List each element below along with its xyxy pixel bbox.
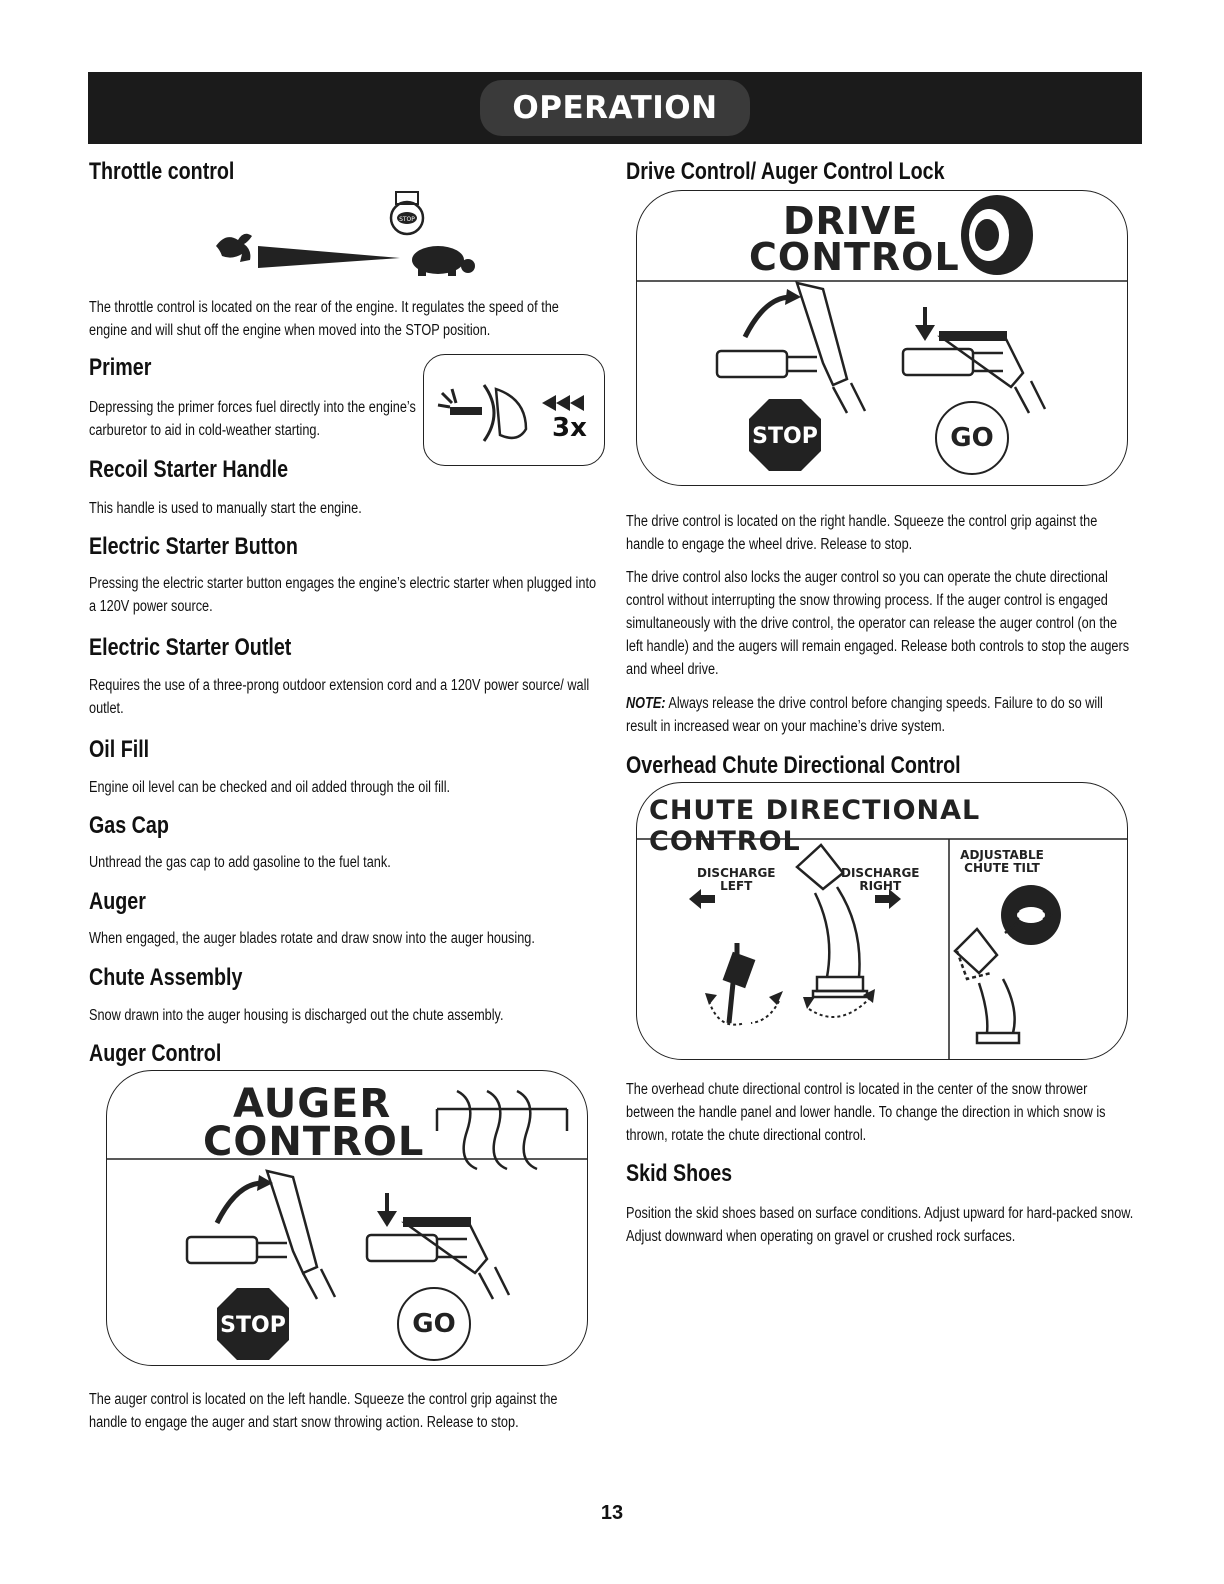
auger-decal-art: [107, 1071, 587, 1365]
auger-decal-line2: CONTROL: [203, 1119, 425, 1165]
throttle-icon: [210, 188, 510, 288]
crank-icon: [705, 943, 783, 1025]
auger-control-decal: [106, 1070, 588, 1366]
drive-go-label: GO: [935, 401, 1009, 475]
electric-button-heading: Electric Starter Button: [89, 533, 298, 560]
primer-decal: [423, 354, 605, 466]
auger-body: When engaged, the auger blades rotate and draw snow into the auger housing.: [89, 930, 535, 947]
drive-down-arrow-icon: [915, 325, 935, 341]
auger-go-label: GO: [397, 1287, 471, 1361]
page-number: 13: [600, 1502, 624, 1524]
recoil-body: This handle is used to manually start the engine.: [89, 500, 362, 517]
primer-count: 3x: [552, 413, 587, 443]
drive-stop-label: STOP: [752, 424, 818, 449]
auger-heading: Auger: [89, 888, 146, 915]
auger-spiral-icon: [437, 1091, 567, 1169]
electric-button-body: Pressing the electric starter button engages the engine’s electric starter when plugged into a 120V power source.: [89, 575, 597, 615]
drive-control-decal: [636, 190, 1128, 486]
drive-lever-released-icon: [717, 283, 865, 413]
drive-control-heading: Drive Control/ Auger Control Lock: [626, 158, 945, 185]
adjustable-tilt-label: ADJUSTABLE CHUTE TILT: [960, 848, 1044, 875]
chute-directional-body: The overhead chute directional control is located in the center of the snow thrower between the handle panel and lower handle. To change the direction in which snow is thrown, rotate the chute directional control.: [626, 1081, 1106, 1144]
turtle-icon: [412, 246, 475, 276]
tilt-knob-icon: [1001, 885, 1061, 945]
note-body: Always release the drive control before changing speeds. Failure to do so will result in increased wear on your machine’s drive system.: [626, 695, 1103, 735]
auger-control-heading: Auger Control: [89, 1040, 222, 1067]
gas-cap-heading: Gas Cap: [89, 812, 169, 839]
chute-directional-heading: Overhead Chute Directional Control: [626, 752, 961, 779]
throttle-heading: Throttle control: [89, 158, 235, 185]
auger-decal-line1: AUGER: [233, 1081, 392, 1127]
drive-control-body2: [626, 566, 1134, 681]
drive-control-body2-text: The drive control also locks the auger control so you can operate the chute directional control without interrupting the snow throwing process. If the auger control is engaged simultaneously with the drive control, the operator can release the auger control (on the left handle) and the augers will remain engaged. Release both controls to stop the augers and wheel drive.: [626, 569, 1130, 678]
drive-decal-line1: DRIVE: [783, 199, 919, 243]
drive-up-arrow-icon: [745, 297, 791, 337]
electric-outlet-body: Requires the use of a three-prong outdoor extension cord and a 120V power source/ wall outlet.: [89, 677, 590, 717]
discharge-left-label: DISCHARGE LEFT: [697, 866, 776, 893]
primer-body: Depressing the primer forces fuel directly into the engine’s carburetor to aid in cold-weather starting.: [89, 399, 416, 439]
chute-directional-decal: [636, 782, 1128, 1060]
drive-control-note: [626, 692, 1134, 738]
primer-bulb-icon: [424, 355, 604, 465]
stop-knob-icon: [391, 192, 423, 234]
wheel-icon: [961, 195, 1033, 275]
up-arrow-icon: [217, 1183, 263, 1223]
auger-stop-label: STOP: [220, 1313, 286, 1338]
banner-title: OPERATION: [480, 80, 749, 136]
chute-decal-title: CHUTE DIRECTIONAL CONTROL: [649, 795, 981, 857]
throttle-section: [89, 158, 266, 186]
down-arrow-icon: [377, 1211, 397, 1227]
gas-cap-body: Unthread the gas cap to add gasoline to the fuel tank.: [89, 854, 391, 871]
oil-fill-heading: Oil Fill: [89, 736, 150, 763]
chute-assembly-heading: Chute Assembly: [89, 964, 243, 991]
auger-control-body: The auger control is located on the left handle. Squeeze the control grip against the handle to engage the auger and start snow throwing action. Release to stop.: [89, 1391, 558, 1431]
skid-shoes-body: Position the skid shoes based on surface conditions. Adjust upward for hard-packed snow. Adjust downward when operating on gravel or crushed rock surfaces.: [626, 1205, 1134, 1245]
primer-heading: Primer: [89, 354, 152, 381]
stop-knob-text: STOP: [399, 216, 415, 223]
throttle-body: The throttle control is located on the rear of the engine. It regulates the speed of the engine and will shut off the engine when moved into the STOP position.: [89, 299, 559, 339]
rabbit-icon: [216, 234, 252, 262]
drive-control-body1: The drive control is located on the right handle. Squeeze the control grip against the handle to engage the wheel drive. Release to stop.: [626, 513, 1098, 553]
note-label: NOTE:: [626, 695, 666, 712]
drive-stop-sign-icon: [747, 397, 823, 473]
section-banner: [88, 72, 1142, 144]
discharge-right-label: DISCHARGE RIGHT: [841, 866, 920, 893]
tilt-chute-icon: [955, 923, 1019, 1043]
chute-assembly-body: Snow drawn into the auger housing is discharged out the chute assembly.: [89, 1007, 504, 1024]
oil-fill-body: Engine oil level can be checked and oil added through the oil fill.: [89, 779, 451, 796]
stop-sign-icon: [215, 1286, 291, 1362]
speed-wedge: [258, 246, 400, 268]
chute-decal-art: [637, 783, 1127, 1059]
skid-shoes-heading: Skid Shoes: [626, 1160, 733, 1187]
drive-decal-art: [637, 191, 1127, 485]
drive-decal-line2: CONTROL: [749, 235, 960, 279]
recoil-heading: Recoil Starter Handle: [89, 456, 289, 483]
electric-outlet-heading: Electric Starter Outlet: [89, 634, 292, 661]
lever-released-icon: [187, 1171, 335, 1299]
